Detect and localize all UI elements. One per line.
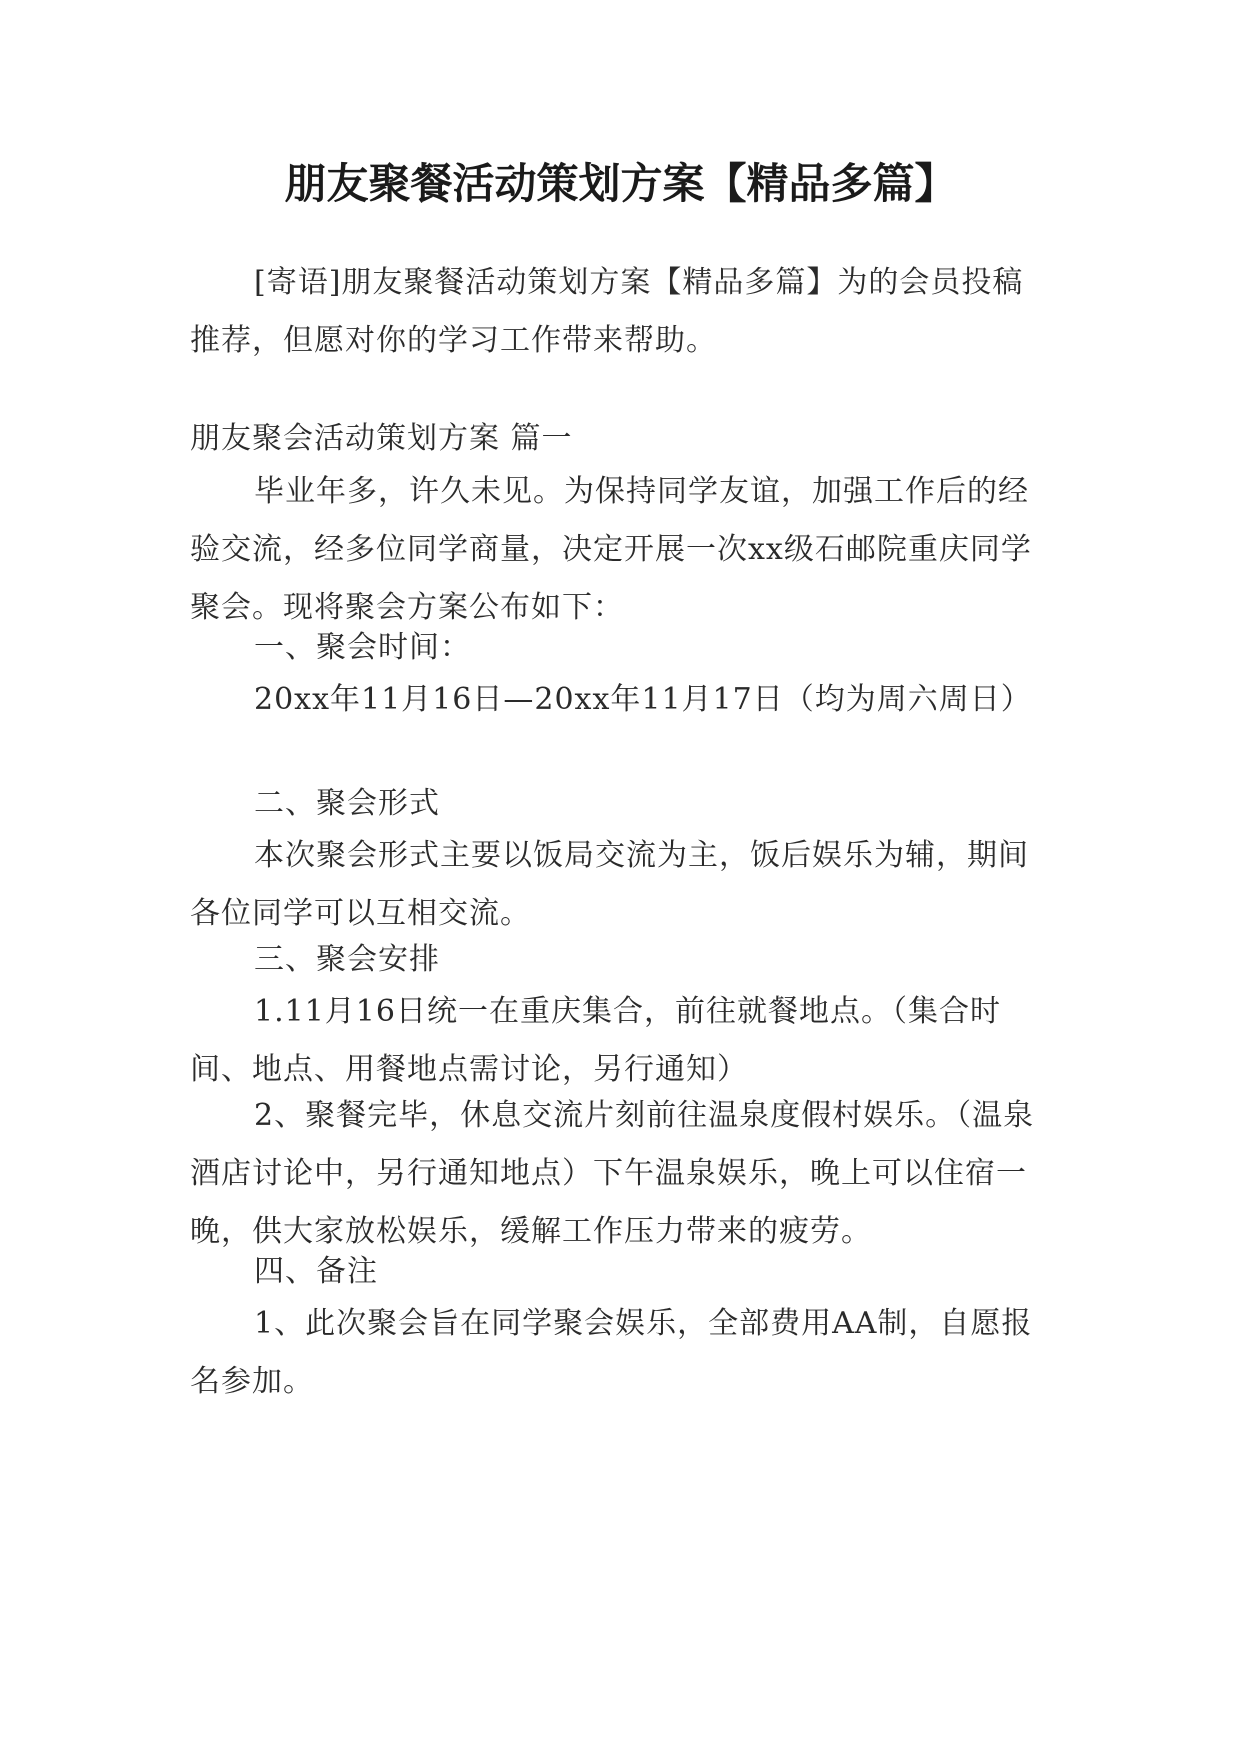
- paragraph-time: 20xx年11月16日—20xx年11月17日（均为周六周日）: [254, 682, 1032, 717]
- document-title: 朋友聚餐活动策划方案【精品多篇】: [284, 159, 957, 208]
- paragraph-arrangement-2: 2、聚餐完毕，休息交流片刻前往温泉度假村娱乐。（温泉酒店讨论中，另行通知地点）下午温泉娱乐，晚上可以住宿一晚，供大家放松娱乐，缓解工作压力带来的疲劳。: [190, 1098, 1035, 1249]
- heading-time: 一、聚会时间：: [254, 630, 471, 665]
- section-heading: 朋友聚会活动策划方案 篇一: [190, 421, 573, 456]
- heading-notes: 四、备注: [254, 1254, 378, 1289]
- intro-paragraph: [寄语]朋友聚餐活动策划方案【精品多篇】为的会员投稿推荐，但愿对你的学习工作带来帮助。: [190, 265, 1024, 358]
- heading-arrangement: 三、聚会安排: [254, 942, 440, 977]
- paragraph-format: 本次聚会形式主要以饭局交流为主，饭后娱乐为辅，期间各位同学可以互相交流。: [190, 838, 1029, 931]
- heading-format: 二、聚会形式: [254, 786, 440, 821]
- paragraph-background: 毕业年多，许久未见。为保持同学友谊，加强工作后的经验交流，经多位同学商量，决定开展一次xx级石邮院重庆同学聚会。现将聚会方案公布如下：: [190, 474, 1032, 625]
- paragraph-notes-1: 1、此次聚会旨在同学聚会娱乐，全部费用AA制，自愿报名参加。: [190, 1306, 1033, 1399]
- paragraph-arrangement-1: 1.11月16日统一在重庆集合，前往就餐地点。（集合时间、地点、用餐地点需讨论，另行通知）: [190, 994, 1001, 1087]
